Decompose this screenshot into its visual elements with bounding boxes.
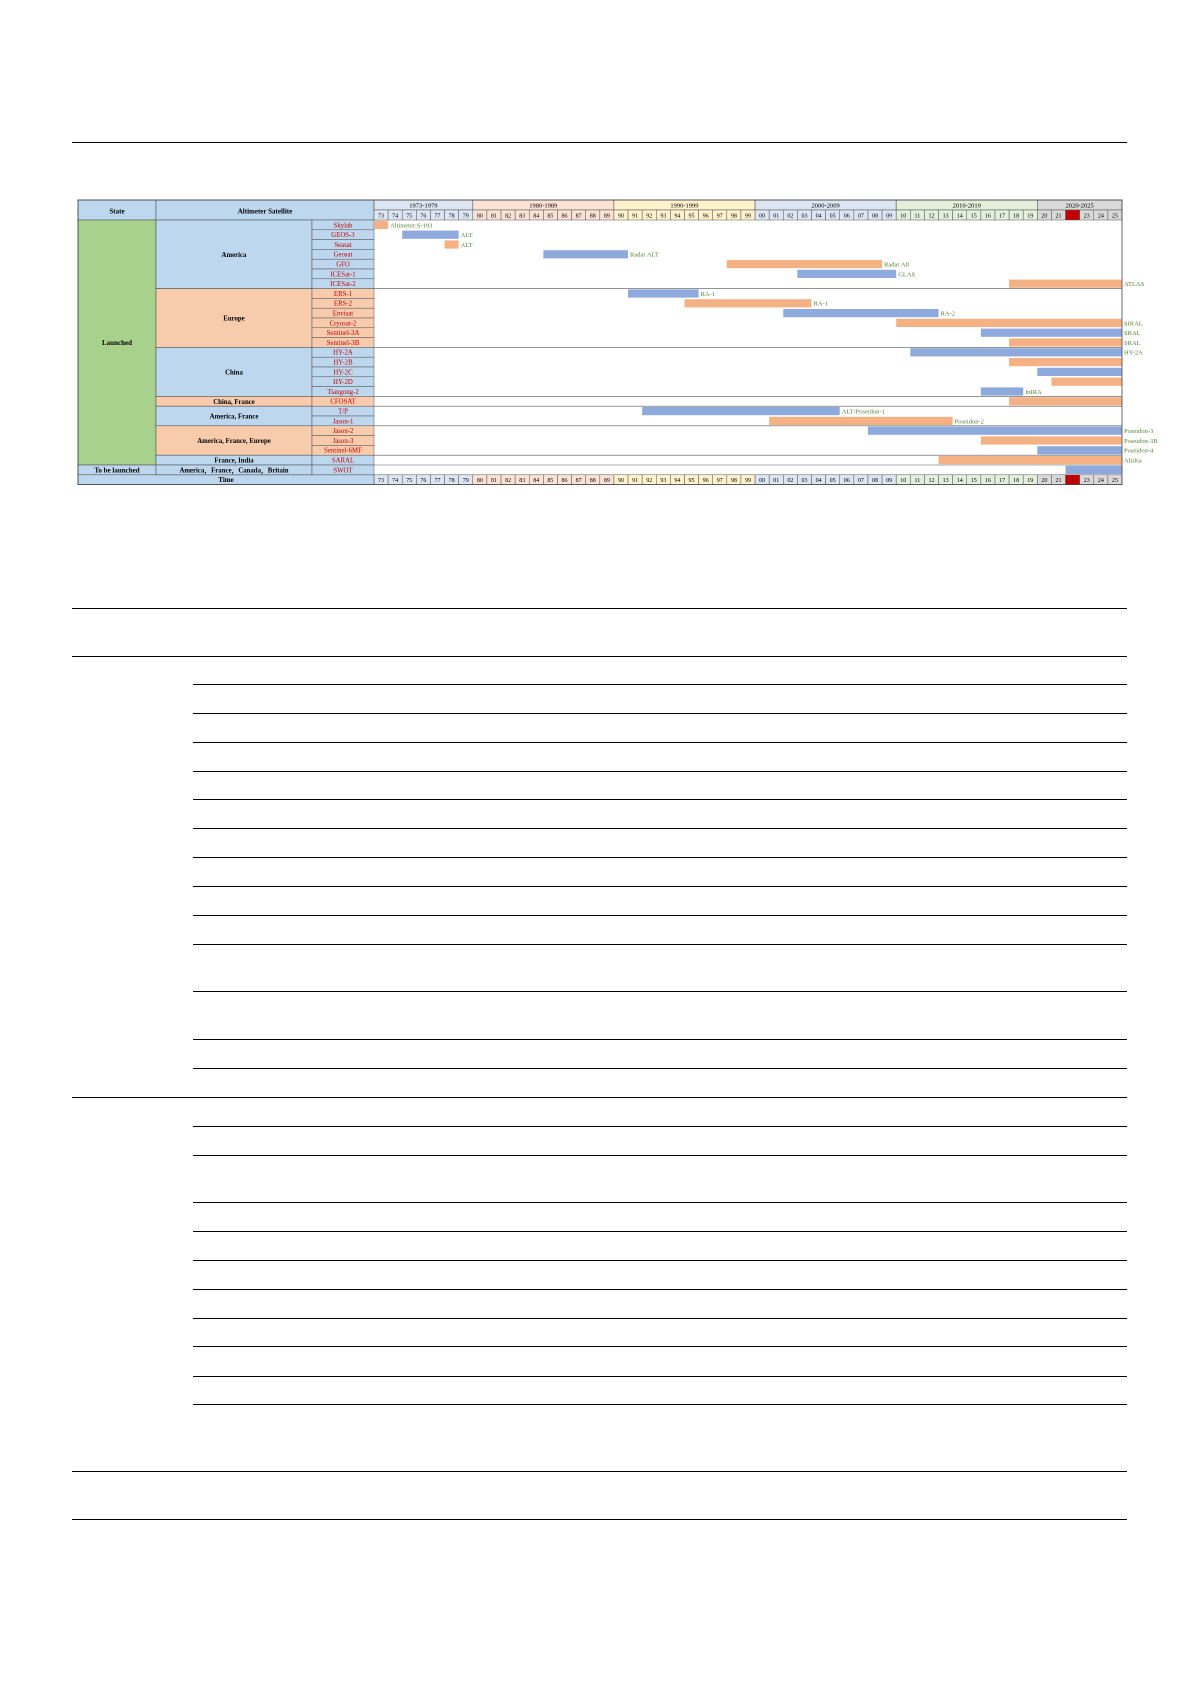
satellite-name: Skylab: [333, 222, 353, 230]
satellite-name: HY-2B: [333, 359, 353, 367]
year-tick-label: 83: [519, 213, 526, 220]
instrument-label: ALT: [460, 232, 473, 240]
time-tick-label: 76: [420, 478, 427, 484]
lifespan-bar: [981, 436, 1122, 444]
instrument-label: AltiKa: [1124, 457, 1142, 465]
time-tick-label: 04: [815, 478, 822, 484]
table-row-rule: [193, 771, 1127, 772]
satellite-name: ERS-2: [333, 300, 353, 308]
satellite-name: ICESat-2: [330, 281, 356, 289]
lifespan-bar: [1009, 358, 1122, 366]
decade-header-label: 2020-2025: [1065, 202, 1094, 210]
time-tick-label: 16: [984, 478, 991, 484]
country-group-label: America, France: [209, 413, 259, 421]
table-row-rule: [193, 1126, 1127, 1127]
time-tick-label: 85: [547, 478, 554, 484]
year-tick-label: 80: [476, 213, 483, 220]
instrument-label: SIRAL: [1124, 320, 1143, 328]
table-rule-header: [72, 656, 1127, 657]
lifespan-bar: [642, 407, 840, 415]
lifespan-bar: [981, 329, 1122, 337]
country-group-label: China, France: [213, 398, 255, 406]
year-tick-label: 02: [787, 213, 794, 220]
year-tick-label: 75: [406, 213, 413, 220]
table-rule-footer: [72, 1471, 1127, 1472]
satellite-name: Jason-3: [332, 437, 354, 445]
instrument-label: SRAL: [1124, 339, 1141, 347]
instrument-label: Radar Alt: [884, 261, 910, 269]
lifespan-bar: [1037, 368, 1122, 376]
instrument-label: RA-2: [940, 310, 955, 318]
year-tick-label: 23: [1083, 213, 1090, 220]
decade-header-label: 1990-1999: [670, 202, 699, 210]
time-tick-label: 77: [434, 478, 441, 484]
time-tick-label: 91: [632, 478, 639, 484]
year-tick-label: 88: [589, 213, 596, 220]
time-tick-label: 99: [745, 478, 751, 484]
table-row-rule: [193, 799, 1127, 800]
year-tick-label: 01: [773, 213, 780, 220]
satellite-name: Geosat: [333, 251, 353, 259]
time-tick-label: 82: [505, 478, 512, 484]
state-label: Launched: [102, 339, 132, 347]
year-tick-label: 94: [674, 213, 681, 220]
year-tick-label: 21: [1055, 213, 1062, 220]
year-tick-label: 79: [462, 213, 469, 220]
year-header-cell: [1066, 210, 1080, 220]
time-tick-label: 92: [646, 478, 653, 484]
lifespan-bar: [939, 456, 1122, 464]
lifespan-bar: [783, 309, 938, 317]
country-group-label: America，France，Canada，Britain: [179, 467, 289, 475]
year-tick-label: 14: [956, 213, 963, 220]
lifespan-bar: [1066, 466, 1122, 474]
instrument-label: Poseidon-3: [1124, 428, 1154, 436]
year-tick-label: 19: [1027, 213, 1034, 220]
time-tick-label: 20: [1041, 478, 1048, 484]
instrument-label: Radar ALT: [630, 251, 659, 259]
year-tick-label: 00: [759, 213, 766, 220]
decade-header-label: 1973-1979: [409, 202, 438, 210]
time-tick-label: 17: [999, 478, 1006, 484]
time-tick-label: 24: [1097, 478, 1104, 484]
table-rule-bottom: [72, 1519, 1127, 1520]
table-row-rule: [193, 684, 1127, 685]
year-tick-label: 77: [434, 213, 441, 220]
satellite-name: Sentinel-3B: [326, 339, 360, 347]
year-tick-label: 91: [632, 213, 639, 220]
year-tick-label: 18: [1013, 213, 1020, 220]
instrument-label: Altimeter:S-193: [390, 222, 433, 230]
year-tick-label: 15: [970, 213, 977, 220]
time-tick-label: 02: [787, 478, 794, 484]
table-row-rule: [193, 1202, 1127, 1203]
satellite-name: ERS-1: [333, 290, 353, 298]
instrument-label: RA-1: [813, 300, 828, 308]
instrument-label: GLAS: [898, 271, 916, 279]
table-row-rule: [193, 1346, 1127, 1347]
satellite-name: Sentinel-6MF: [324, 447, 362, 455]
lifespan-bar: [769, 417, 952, 425]
table-row-rule: [193, 1231, 1127, 1232]
table-row-rule: [193, 1068, 1127, 1069]
instrument-label: ALT: [460, 241, 473, 249]
year-tick-label: 20: [1041, 213, 1048, 220]
satellite-name: Jason-2: [332, 428, 354, 436]
time-tick-label: 90: [617, 478, 624, 484]
satellite-name: GEOS-3: [331, 232, 355, 240]
header-state-label: State: [109, 207, 125, 216]
instrument-label: RA-1: [700, 290, 716, 298]
year-tick-label: 82: [505, 213, 512, 220]
instrument-label: ATLAS: [1124, 281, 1145, 289]
time-tick-label: 07: [857, 478, 864, 484]
satellite-name: Sentinel-3A: [326, 330, 360, 338]
satellite-name: SARAL: [331, 457, 355, 465]
year-tick-label: 11: [914, 213, 921, 220]
table-row-rule: [193, 1318, 1127, 1319]
year-tick-label: 87: [575, 213, 582, 220]
year-tick-label: 86: [561, 213, 568, 220]
lifespan-bar: [1009, 397, 1122, 405]
table-row-rule: [193, 1404, 1127, 1405]
satellite-name: HY-2D: [333, 379, 353, 387]
year-tick-label: 08: [872, 213, 879, 220]
time-tick-label: 25: [1111, 478, 1118, 484]
table-row-rule: [193, 742, 1127, 743]
decade-header-label: 2000-2009: [811, 202, 840, 210]
time-tick-label: 11: [914, 478, 921, 484]
time-tick-label: 19: [1027, 478, 1034, 484]
year-tick-label: 78: [448, 213, 455, 220]
lifespan-bar: [727, 260, 882, 268]
time-tick-label: 15: [970, 478, 977, 484]
year-tick-label: 98: [730, 213, 737, 220]
table-row-rule: [193, 857, 1127, 858]
country-group-label: Europe: [223, 315, 245, 323]
lifespan-bar: [374, 221, 388, 229]
table-row-rule: [193, 1260, 1127, 1261]
year-tick-label: 13: [942, 213, 949, 220]
lifespan-bar: [1009, 280, 1122, 288]
time-tick-label: 13: [942, 478, 949, 484]
instrument-label: Poseidon-4: [1124, 447, 1154, 455]
decade-header-label: 2010-2019: [952, 202, 981, 210]
lifespan-bar: [981, 387, 1023, 395]
time-tick-label: 97: [716, 478, 723, 484]
instrument-label: InIRA: [1025, 388, 1042, 396]
table-row-rule: [193, 915, 1127, 916]
time-tick-label: 00: [759, 478, 766, 484]
country-group-label: France, India: [214, 457, 254, 465]
time-tick-label: 94: [674, 478, 681, 484]
time-tick-label: 18: [1013, 478, 1020, 484]
country-group-label: America, France, Europe: [197, 438, 271, 445]
time-tick-label: 08: [872, 478, 879, 484]
table-row-rule: [193, 713, 1127, 714]
year-tick-label: 84: [533, 213, 540, 220]
time-tick-label: 74: [392, 478, 399, 484]
table-row-rule: [193, 1376, 1127, 1377]
time-tick-label: 88: [589, 478, 596, 484]
satellite-name: HY-2C: [333, 369, 353, 377]
lifespan-bar: [543, 250, 628, 258]
timeline-svg: [78, 200, 1158, 487]
time-tick-label: 83: [519, 478, 526, 484]
table-row-rule: [193, 886, 1127, 887]
lifespan-bar: [684, 299, 811, 307]
time-label: Time: [218, 476, 234, 484]
satellite-name: Seasat: [334, 241, 352, 249]
year-tick-label: 07: [857, 213, 864, 220]
header-satellite-label: Altimeter Satellite: [237, 207, 293, 216]
instrument-label: SRAL: [1124, 330, 1141, 338]
satellite-name: SWOT: [333, 467, 353, 475]
satellite-name: T/P: [338, 408, 348, 416]
time-tick-label: 23: [1083, 478, 1090, 484]
time-tick-label: 98: [730, 478, 737, 484]
time-tick-label: 79: [462, 478, 469, 484]
time-tick-label: 84: [533, 478, 540, 484]
year-tick-label: 96: [702, 213, 709, 220]
satellite-name: ICESat-1: [330, 271, 356, 279]
year-tick-label: 74: [392, 213, 399, 220]
year-tick-label: 99: [745, 213, 751, 220]
year-tick-label: 93: [660, 213, 667, 220]
instrument-label: Poseidon-3B: [1124, 437, 1158, 445]
lifespan-bar: [1051, 378, 1122, 386]
year-tick-label: 09: [886, 213, 893, 220]
satellite-name: Tiangong-2: [327, 388, 359, 396]
year-tick-label: 03: [801, 213, 808, 220]
top-rule: [72, 142, 1127, 143]
time-tick-label: 78: [448, 478, 455, 484]
country-group-label: China: [225, 369, 243, 377]
year-tick-label: 89: [603, 213, 610, 220]
lifespan-bar: [1037, 446, 1122, 454]
time-tick-label: 12: [928, 478, 935, 484]
lifespan-bar: [910, 348, 1122, 356]
time-row-cell: [1066, 475, 1080, 485]
year-tick-label: 24: [1097, 213, 1104, 220]
time-tick-label: 73: [378, 478, 385, 484]
satellite-name: HY-2A: [333, 349, 353, 357]
time-tick-label: 81: [490, 478, 497, 484]
year-tick-label: 17: [999, 213, 1006, 220]
decade-header-label: 1980-1989: [529, 202, 558, 210]
table-row-rule: [193, 1155, 1127, 1156]
time-tick-label: 95: [688, 478, 695, 484]
satellite-name: CFOSAT: [330, 398, 356, 406]
year-tick-label: 92: [646, 213, 653, 220]
table-rule-top: [72, 608, 1127, 609]
instrument-label: HY-2A: [1124, 349, 1143, 357]
year-tick-label: 25: [1111, 213, 1118, 220]
year-tick-label: 81: [490, 213, 497, 220]
lifespan-bar: [797, 270, 896, 278]
time-tick-label: 09: [886, 478, 893, 484]
satellite-name: Cryosat-2: [329, 320, 357, 328]
time-tick-label: 93: [660, 478, 667, 484]
time-tick-label: 10: [900, 478, 907, 484]
table-row-rule: [193, 1039, 1127, 1040]
year-tick-label: 10: [900, 213, 907, 220]
instrument-label: Poseidon-2: [954, 418, 984, 426]
year-tick-label: 05: [829, 213, 836, 220]
year-tick-label: 76: [420, 213, 427, 220]
lifespan-bar: [445, 240, 459, 248]
year-tick-label: 85: [547, 213, 554, 220]
time-tick-label: 14: [956, 478, 963, 484]
time-tick-label: 75: [406, 478, 413, 484]
year-tick-label: 06: [843, 213, 850, 220]
lifespan-bar: [896, 319, 1122, 327]
country-group-label: America: [221, 251, 247, 259]
time-tick-label: 80: [476, 478, 483, 484]
state-label: To be launched: [94, 466, 140, 475]
year-tick-label: 04: [815, 213, 822, 220]
table-row-rule: [193, 828, 1127, 829]
instrument-label: ALT/Poseidon-1: [841, 408, 885, 416]
year-tick-label: 16: [984, 213, 991, 220]
satellite-name: Envisat: [332, 310, 354, 318]
time-tick-label: 06: [843, 478, 850, 484]
lifespan-bar: [868, 427, 1122, 435]
altimeter-timeline-chart: [78, 200, 1158, 487]
year-tick-label: 97: [716, 213, 723, 220]
time-tick-label: 96: [702, 478, 709, 484]
satellite-name: GFO: [336, 261, 350, 269]
time-tick-label: 87: [575, 478, 582, 484]
lifespan-bar: [1009, 338, 1122, 346]
satellite-name: Jason-1: [332, 418, 354, 426]
time-tick-label: 86: [561, 478, 568, 484]
time-tick-label: 21: [1055, 478, 1062, 484]
table-row-rule: [193, 944, 1127, 945]
year-tick-label: 95: [688, 213, 695, 220]
lifespan-bar: [402, 231, 458, 239]
table-row-rule: [193, 991, 1127, 992]
time-tick-label: 05: [829, 478, 836, 484]
time-tick-label: 01: [773, 478, 780, 484]
year-tick-label: 90: [617, 213, 624, 220]
table-row-rule: [193, 1289, 1127, 1290]
lifespan-bar: [628, 289, 699, 297]
year-tick-label: 73: [378, 213, 385, 220]
table-rule-section: [72, 1097, 1127, 1098]
time-tick-label: 89: [603, 478, 610, 484]
time-tick-label: 03: [801, 478, 808, 484]
year-tick-label: 12: [928, 213, 935, 220]
